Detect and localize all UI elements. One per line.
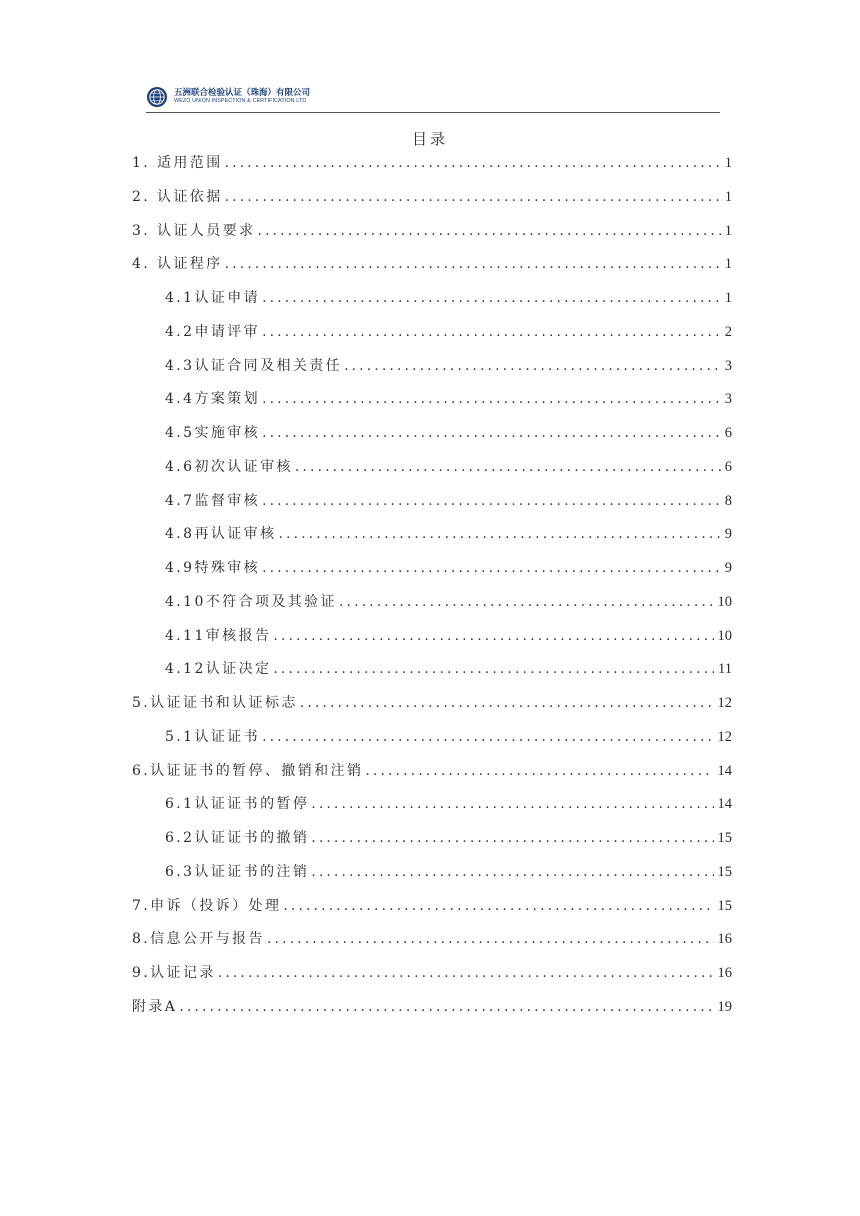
toc-entry-label: 9.认证记录 (132, 965, 216, 981)
toc-entry-label: 4.5实施审核 (165, 425, 261, 441)
toc-entry-label: 2. 认证依据 (132, 188, 223, 205)
toc-page-number: 1 (724, 155, 732, 171)
toc-entry-label: 4.8再认证审核 (165, 526, 277, 543)
toc-dot-leader (267, 929, 714, 949)
toc-entry[interactable] (165, 457, 732, 477)
toc-entry-label: 8.信息公开与报告 (132, 931, 265, 948)
toc-page-number: 11 (718, 661, 732, 678)
toc-entry[interactable] (165, 626, 732, 646)
toc-entry[interactable] (165, 558, 732, 578)
toc-dot-leader (262, 288, 721, 308)
toc-entry-label: 7.申诉（投诉）处理 (132, 897, 282, 914)
toc-page-number: 12 (717, 728, 732, 745)
toc-entry-label: 6.认证证书的暂停、撤销和注销 (132, 762, 364, 779)
toc-entry-label: 4.11审核报告 (165, 627, 272, 644)
toc-entry[interactable] (165, 592, 732, 612)
toc-entry[interactable] (132, 896, 732, 916)
toc-entry-label: 4.2申请评审 (165, 323, 261, 340)
toc-entry-label: 3. 认证人员要求 (132, 222, 256, 239)
toc-entry-label: 4.4方案策划 (165, 391, 261, 408)
toc-entry-label: 4.12认证决定 (165, 661, 272, 678)
toc-page-number: 3 (724, 357, 732, 374)
toc-entry[interactable] (165, 727, 732, 747)
toc-entry-label: 附录A (132, 998, 178, 1015)
toc-entry[interactable] (165, 389, 732, 409)
toc-entry[interactable] (165, 828, 732, 848)
toc-entry-label: 4.6初次认证审核 (165, 458, 293, 475)
toc-dot-leader (262, 727, 713, 747)
toc-entry-label: 6.3认证证书的注销 (165, 863, 310, 880)
toc-dot-leader (262, 389, 721, 409)
toc-dot-leader (262, 322, 721, 342)
toc-page-number: 3 (724, 391, 732, 408)
toc-entry[interactable] (132, 963, 732, 983)
toc-title: 目录 (411, 130, 448, 148)
toc-entry[interactable] (132, 929, 732, 949)
toc-page-number: 1 (724, 222, 732, 239)
company-name-en: WEZO UNION INSPECTION & CERTIFICATION LTD (174, 98, 307, 104)
toc-dot-leader (262, 423, 721, 443)
toc-entry-label: 4.10不符合项及其验证 (165, 593, 337, 610)
toc-entry[interactable] (165, 322, 732, 342)
toc-page-number: 1 (724, 188, 732, 205)
toc-entry-label: 6.1认证证书的暂停 (165, 796, 310, 813)
toc-entry[interactable] (165, 288, 732, 308)
toc-page-number: 10 (717, 593, 732, 610)
page-header (146, 84, 720, 112)
toc-entry[interactable] (165, 659, 732, 679)
toc-page-number: 9 (724, 560, 732, 576)
toc-dot-leader (339, 592, 714, 612)
toc-entry[interactable] (165, 491, 732, 511)
toc-entry[interactable] (165, 356, 732, 376)
toc-entry-label: 1. 适用范围 (132, 155, 223, 171)
toc-entry[interactable] (132, 997, 732, 1017)
toc-entry[interactable] (165, 794, 732, 814)
toc-dot-leader (344, 356, 721, 376)
toc-entry[interactable] (165, 524, 732, 544)
toc-entry-label: 4. 认证程序 (132, 256, 223, 273)
toc-dot-leader (262, 558, 721, 578)
toc-entry[interactable] (165, 862, 732, 882)
toc-dot-leader (225, 187, 721, 207)
toc-entry[interactable] (132, 254, 732, 274)
toc-dot-leader (262, 491, 721, 511)
toc-page-number: 6 (724, 425, 732, 441)
toc-dot-leader (218, 963, 714, 983)
toc-page-number: 15 (717, 830, 732, 846)
header-divider (146, 112, 720, 113)
toc-page-number: 10 (717, 627, 732, 644)
toc-page-number: 1 (724, 290, 732, 306)
toc-page-number: 14 (717, 762, 732, 779)
toc-dot-leader (225, 153, 721, 173)
toc-page-number: 9 (724, 526, 732, 543)
toc-entry[interactable] (132, 693, 732, 713)
toc-page-number: 8 (724, 492, 732, 509)
toc-dot-leader (311, 794, 713, 814)
toc-page-number: 12 (717, 695, 732, 711)
toc-dot-leader (311, 828, 713, 848)
toc-entry-label: 6.2认证证书的撤销 (165, 830, 310, 846)
toc-entry-label: 5.1认证证书 (165, 728, 261, 745)
toc-entry-label: 4.1认证申请 (165, 290, 261, 306)
toc-entry[interactable] (132, 187, 732, 207)
toc-dot-leader (273, 626, 713, 646)
toc-entry-label: 4.7监督审核 (165, 492, 261, 509)
toc-dot-leader (283, 896, 713, 916)
toc-dot-leader (225, 254, 721, 274)
toc-page-number: 6 (724, 458, 732, 475)
toc-page-number: 16 (717, 965, 732, 981)
toc-dot-leader (300, 693, 714, 713)
toc-entry[interactable] (132, 153, 732, 173)
toc-dot-leader (179, 997, 713, 1017)
toc-page-number: 14 (717, 796, 732, 813)
toc-page-number: 1 (724, 256, 732, 273)
toc-entry[interactable] (132, 761, 732, 781)
company-name-cn: 五洲联合检验认证（珠海）有限公司 (174, 88, 311, 98)
toc-page-number: 16 (717, 931, 732, 948)
toc-dot-leader (295, 457, 721, 477)
toc-dot-leader (257, 221, 720, 241)
toc-dot-leader (273, 659, 714, 679)
toc-entry-label: 5.认证证书和认证标志 (132, 695, 298, 711)
globe-emblem-icon (146, 86, 168, 108)
toc-entry-label: 4.9特殊审核 (165, 560, 261, 576)
toc-page-number: 15 (717, 863, 732, 880)
toc-page-number: 19 (717, 998, 732, 1015)
toc-entry[interactable] (165, 423, 732, 443)
toc-dot-leader (278, 524, 720, 544)
toc-page-number: 15 (717, 897, 732, 914)
toc-dot-leader (311, 862, 713, 882)
toc-entry[interactable] (132, 221, 732, 241)
toc-entry-label: 4.3认证合同及相关责任 (165, 357, 343, 374)
toc-page-number: 2 (724, 323, 732, 340)
toc-dot-leader (365, 761, 713, 781)
